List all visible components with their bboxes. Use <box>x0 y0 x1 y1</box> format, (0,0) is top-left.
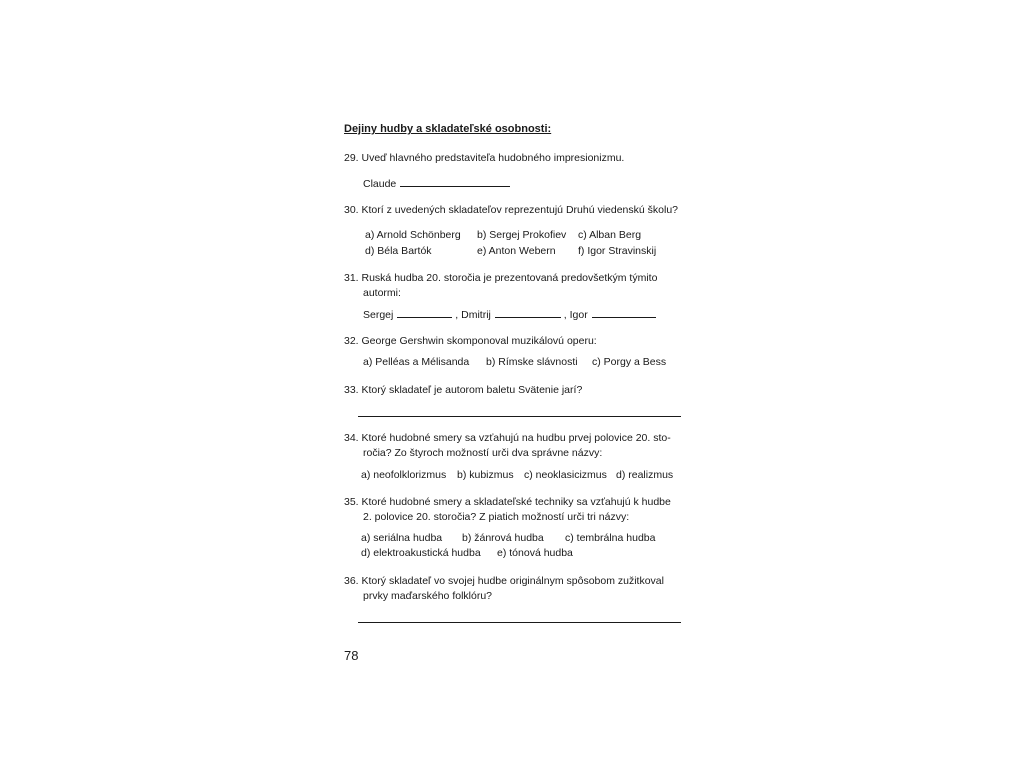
answer-blank[interactable] <box>400 176 510 187</box>
question-29-answer <box>363 176 510 191</box>
answer-blank[interactable] <box>495 307 561 318</box>
option-32b: b) Rímske slávnosti <box>486 356 578 368</box>
question-32: 32. George Gershwin skomponoval muzikálovú operu: <box>344 335 597 347</box>
option-30e: e) Anton Webern <box>477 245 556 257</box>
option-30d: d) Béla Bartók <box>365 245 432 257</box>
question-34-line1: 34. Ktoré hudobné smery sa vzťahujú na hudbu prvej polovice 20. sto- <box>344 432 671 444</box>
question-31-answers <box>363 307 656 322</box>
question-30: 30. Ktorí z uvedených skladateľov reprezentujú Druhú viedenskú školu? <box>344 204 679 216</box>
option-30c: c) Alban Berg <box>578 229 642 241</box>
option-35c: c) tembrálna hudba <box>565 532 656 544</box>
option-34d: d) realizmus <box>616 469 674 481</box>
name-igor: , Igor <box>563 309 588 321</box>
section-title: Dejiny hudby a skladateľské osobnosti: <box>344 123 552 135</box>
page-number: 78 <box>344 648 359 663</box>
question-31-line1: 31. Ruská hudba 20. storočia je prezentovaná predovšetkým týmito <box>344 272 658 284</box>
option-32c: c) Porgy a Bess <box>592 356 667 368</box>
option-30b: b) Sergej Prokofiev <box>477 229 567 241</box>
question-35-line1: 35. Ktoré hudobné smery a skladateľské techniky sa vzťahujú k hudbe <box>344 496 671 508</box>
name-dmitrij: , Dmitrij <box>455 309 491 321</box>
answer-blank[interactable] <box>397 307 452 318</box>
option-35d: d) elektroakustická hudba <box>361 547 481 559</box>
question-36-line2: prvky maďarského folklóru? <box>363 590 493 602</box>
answer-line-36[interactable] <box>358 622 681 623</box>
option-30f: f) Igor Stravinskij <box>578 245 657 257</box>
question-34-line2: ročia? Zo štyroch možností urči dva správne názvy: <box>363 447 603 459</box>
option-30a: a) Arnold Schönberg <box>365 229 461 241</box>
option-34b: b) kubizmus <box>457 469 514 481</box>
question-31-line2: autormi: <box>363 287 401 299</box>
answer-prefix: Claude <box>363 178 397 190</box>
name-sergej: Sergej <box>363 309 394 321</box>
option-34a: a) neofolklorizmus <box>361 469 447 481</box>
answer-line-33[interactable] <box>358 416 681 417</box>
option-32a: a) Pelléas a Mélisanda <box>363 356 470 368</box>
question-35-line2: 2. polovice 20. storočia? Z piatich možností urči tri názvy: <box>363 511 630 523</box>
question-29: 29. Uveď hlavného predstaviteľa hudobného impresionizmu. <box>344 152 625 164</box>
option-34c: c) neoklasicizmus <box>524 469 607 481</box>
option-35a: a) seriálna hudba <box>361 532 443 544</box>
option-35b: b) žánrová hudba <box>462 532 544 544</box>
question-36-line1: 36. Ktorý skladateľ vo svojej hudbe originálnym spôsobom zužitkoval <box>344 575 664 587</box>
answer-blank[interactable] <box>592 307 656 318</box>
option-35e: e) tónová hudba <box>497 547 573 559</box>
question-33: 33. Ktorý skladateľ je autorom baletu Svätenie jarí? <box>344 384 583 396</box>
